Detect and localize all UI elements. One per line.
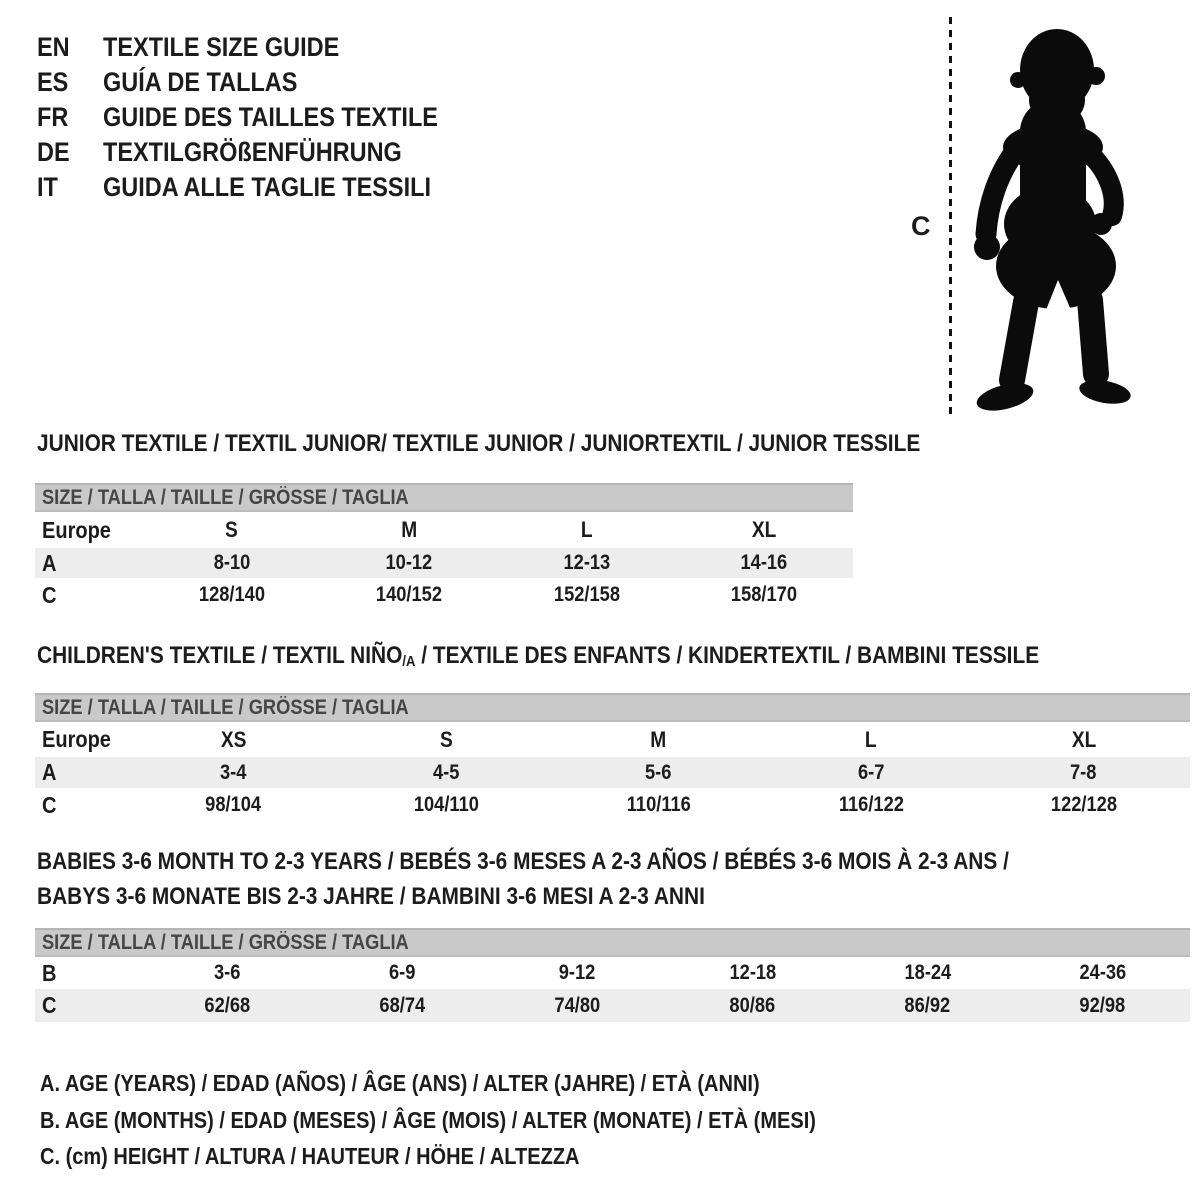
lang-code: IT [37, 172, 58, 202]
size-cell-text: 98/104 [205, 793, 262, 816]
legend-text: C. (cm) HEIGHT / ALTURA / HAUTEUR / HÖHE / ALTEZZA [40, 1143, 580, 1169]
legend-line-c [40, 1143, 660, 1169]
size-cell [977, 757, 1190, 788]
size-cell [1015, 994, 1190, 1018]
lang-code: DE [37, 137, 70, 167]
size-cell [552, 793, 765, 817]
title-subscript: /A [402, 653, 416, 670]
size-cell-text: 18-24 [904, 961, 951, 984]
language-row-es [37, 68, 327, 96]
legend-text: B. AGE (MONTHS) / EDAD (MESES) / ÂGE (MOIS) / ALTER (MONATE) / ETÀ (MESI) [40, 1107, 816, 1133]
section-title-junior [37, 431, 1052, 457]
size-cell [498, 551, 676, 575]
size-cell-text: L [865, 726, 877, 752]
size-cell-text: 104/110 [413, 793, 479, 816]
height-measure-label: C [911, 211, 931, 241]
size-cell [140, 961, 315, 985]
size-cell [498, 517, 676, 543]
size-cell [127, 793, 340, 817]
title-suffix: / TEXTILE DES ENFANTS / KINDERTEXTIL / BAMBINI TESSILE [415, 642, 1040, 669]
size-cell-text: 158/170 [731, 583, 798, 606]
size-table-babies [35, 928, 1190, 1022]
lang-title: TEXTILGRÖßENFÜHRUNG [103, 137, 402, 167]
size-cell [1015, 961, 1190, 985]
size-cell [676, 583, 854, 607]
size-cell-text: 128/140 [198, 583, 265, 606]
row-label [35, 792, 127, 819]
size-cell-text: 24-36 [1079, 961, 1126, 984]
size-header-bar [35, 693, 1190, 722]
size-cell-text: 3-6 [214, 961, 241, 984]
size-header-bar [35, 928, 1190, 957]
row-label [35, 517, 143, 544]
size-cell [143, 551, 321, 575]
size-cell-text: 74/80 [554, 993, 601, 1017]
size-table-junior [35, 483, 853, 612]
section-title-babies-line1 [37, 849, 1154, 875]
size-cell-text: 86/92 [904, 993, 951, 1017]
table-row-a [35, 548, 853, 578]
row-label-text: C [42, 992, 57, 1018]
size-cell-text: 62/68 [204, 993, 251, 1017]
row-label [35, 757, 127, 788]
title-prefix: CHILDREN'S TEXTILE / TEXTIL NIÑO [37, 642, 403, 669]
size-cell [143, 517, 321, 543]
size-cell-text: S [439, 726, 453, 752]
lang-title: GUIDA ALLE TAGLIE TESSILI [103, 172, 431, 202]
row-label-text: B [42, 959, 57, 986]
size-cell-text: 5-6 [645, 760, 672, 784]
size-cell-text: 7-8 [1070, 760, 1097, 784]
size-cell-text: 140/152 [376, 583, 443, 606]
size-cell-text: 110/116 [626, 793, 691, 816]
size-cell [765, 727, 978, 753]
size-cell-text: XL [1071, 726, 1096, 752]
row-label [35, 550, 143, 577]
size-cell [490, 994, 665, 1018]
section-title-children [37, 643, 1189, 675]
height-measure-dashed-line [949, 17, 952, 416]
size-cell [490, 961, 665, 985]
language-row-de [37, 138, 447, 166]
lang-title: GUÍA DE TALLAS [103, 67, 298, 97]
size-cell [340, 727, 553, 753]
size-cell-text: 6-7 [857, 760, 885, 784]
size-cell [840, 994, 1015, 1018]
size-cell [140, 994, 315, 1018]
row-label [35, 582, 143, 609]
lang-title: GUIDE DES TAILLES TEXTILE [103, 102, 438, 132]
lang-code: EN [37, 32, 70, 62]
size-cell-text: 6-9 [389, 961, 416, 984]
size-cell-text: 10-12 [385, 551, 433, 574]
size-cell-text: 12-18 [729, 961, 776, 984]
size-cell [765, 793, 978, 817]
section-title-babies-line2 [37, 884, 805, 910]
size-cell [340, 793, 553, 817]
size-cell [340, 757, 553, 788]
table-row-c [35, 578, 853, 612]
row-label-text: C [42, 791, 57, 818]
size-table-children [35, 693, 1190, 822]
size-cell-text: XL [752, 517, 777, 542]
size-cell [315, 961, 490, 985]
size-cell-text: 14-16 [740, 551, 788, 574]
table-row-a [35, 757, 1190, 788]
size-cell [552, 757, 765, 788]
size-cell-text: L [580, 517, 593, 542]
legend-line-a [40, 1070, 867, 1096]
size-header-text: SIZE / TALLA / TAILLE / GRÖSSE / TAGLIA [42, 930, 409, 954]
section-title-text [37, 643, 1039, 675]
legend-text: A. AGE (YEARS) / EDAD (AÑOS) / ÂGE (ANS) / ALTER (JAHRE) / ETÀ (ANNI) [40, 1070, 760, 1096]
lang-code: FR [37, 102, 69, 132]
section-title-text: BABYS 3-6 MONATE BIS 2-3 JAHRE / BAMBINI 3-6 MESI A 2-3 ANNI [37, 883, 705, 910]
row-label [35, 726, 127, 753]
lang-code: ES [37, 67, 69, 97]
size-cell [127, 727, 340, 753]
size-header-text: SIZE / TALLA / TAILLE / GRÖSSE / TAGLIA [42, 485, 409, 509]
size-cell-text: 116/122 [838, 793, 904, 816]
language-row-fr [37, 103, 488, 131]
table-row-c [35, 989, 1190, 1022]
language-row-en [37, 33, 375, 61]
section-title-text: JUNIOR TEXTILE / TEXTIL JUNIOR/ TEXTILE JUNIOR / JUNIORTEXTIL / JUNIOR TESSILE [37, 430, 921, 457]
size-cell-text: 152/158 [553, 583, 620, 606]
size-cell [665, 994, 840, 1018]
size-cell-text: 9-12 [559, 961, 596, 984]
size-cell-text: 68/74 [379, 993, 426, 1017]
size-cell [665, 961, 840, 985]
table-row-b [35, 957, 1190, 989]
size-cell [977, 727, 1190, 753]
size-cell-text: 12-13 [563, 551, 611, 574]
row-label-text: A [42, 759, 57, 785]
size-cell [552, 727, 765, 753]
size-cell [321, 583, 499, 607]
size-cell [315, 994, 490, 1018]
size-cell-text: XS [220, 726, 247, 752]
lang-title: TEXTILE SIZE GUIDE [103, 32, 340, 62]
size-cell-text: 8-10 [213, 551, 251, 574]
row-label-text: Europe [42, 516, 111, 543]
row-label-text: Europe [42, 726, 111, 752]
size-cell [321, 517, 499, 543]
size-header-text: SIZE / TALLA / TAILLE / GRÖSSE / TAGLIA [42, 695, 409, 719]
size-cell [765, 757, 978, 788]
size-cell [498, 583, 676, 607]
size-cell [840, 961, 1015, 985]
size-cell-text: 3-4 [220, 760, 247, 784]
table-row-c [35, 788, 1190, 822]
row-label-text: A [42, 549, 57, 576]
size-header-bar [35, 483, 853, 512]
row-label [35, 960, 140, 987]
row-label [35, 992, 140, 1019]
legend-line-b [40, 1107, 932, 1133]
toddler-silhouette-icon [958, 14, 1143, 418]
size-cell [676, 551, 854, 575]
section-title-text: BABIES 3-6 MONTH TO 2-3 YEARS / BEBÉS 3-6 MESES A 2-3 AÑOS / BÉBÉS 3-6 MOIS À 2-3 ANS / [37, 848, 1009, 875]
size-cell [977, 793, 1190, 817]
size-cell [321, 551, 499, 575]
size-cell [127, 757, 340, 788]
size-cell-text: 92/98 [1079, 993, 1126, 1017]
size-cell-text: M [401, 517, 418, 542]
size-cell-text: M [650, 726, 667, 752]
size-cell [676, 517, 854, 543]
size-cell-text: 122/128 [1050, 793, 1117, 816]
table-row-europe [35, 512, 853, 548]
table-row-europe [35, 722, 1190, 757]
language-row-it [37, 173, 480, 201]
row-label-text: C [42, 581, 57, 608]
size-cell-text: 4-5 [432, 760, 460, 784]
size-cell-text: S [225, 517, 239, 542]
size-cell [143, 583, 321, 607]
size-cell-text: 80/86 [729, 993, 776, 1017]
